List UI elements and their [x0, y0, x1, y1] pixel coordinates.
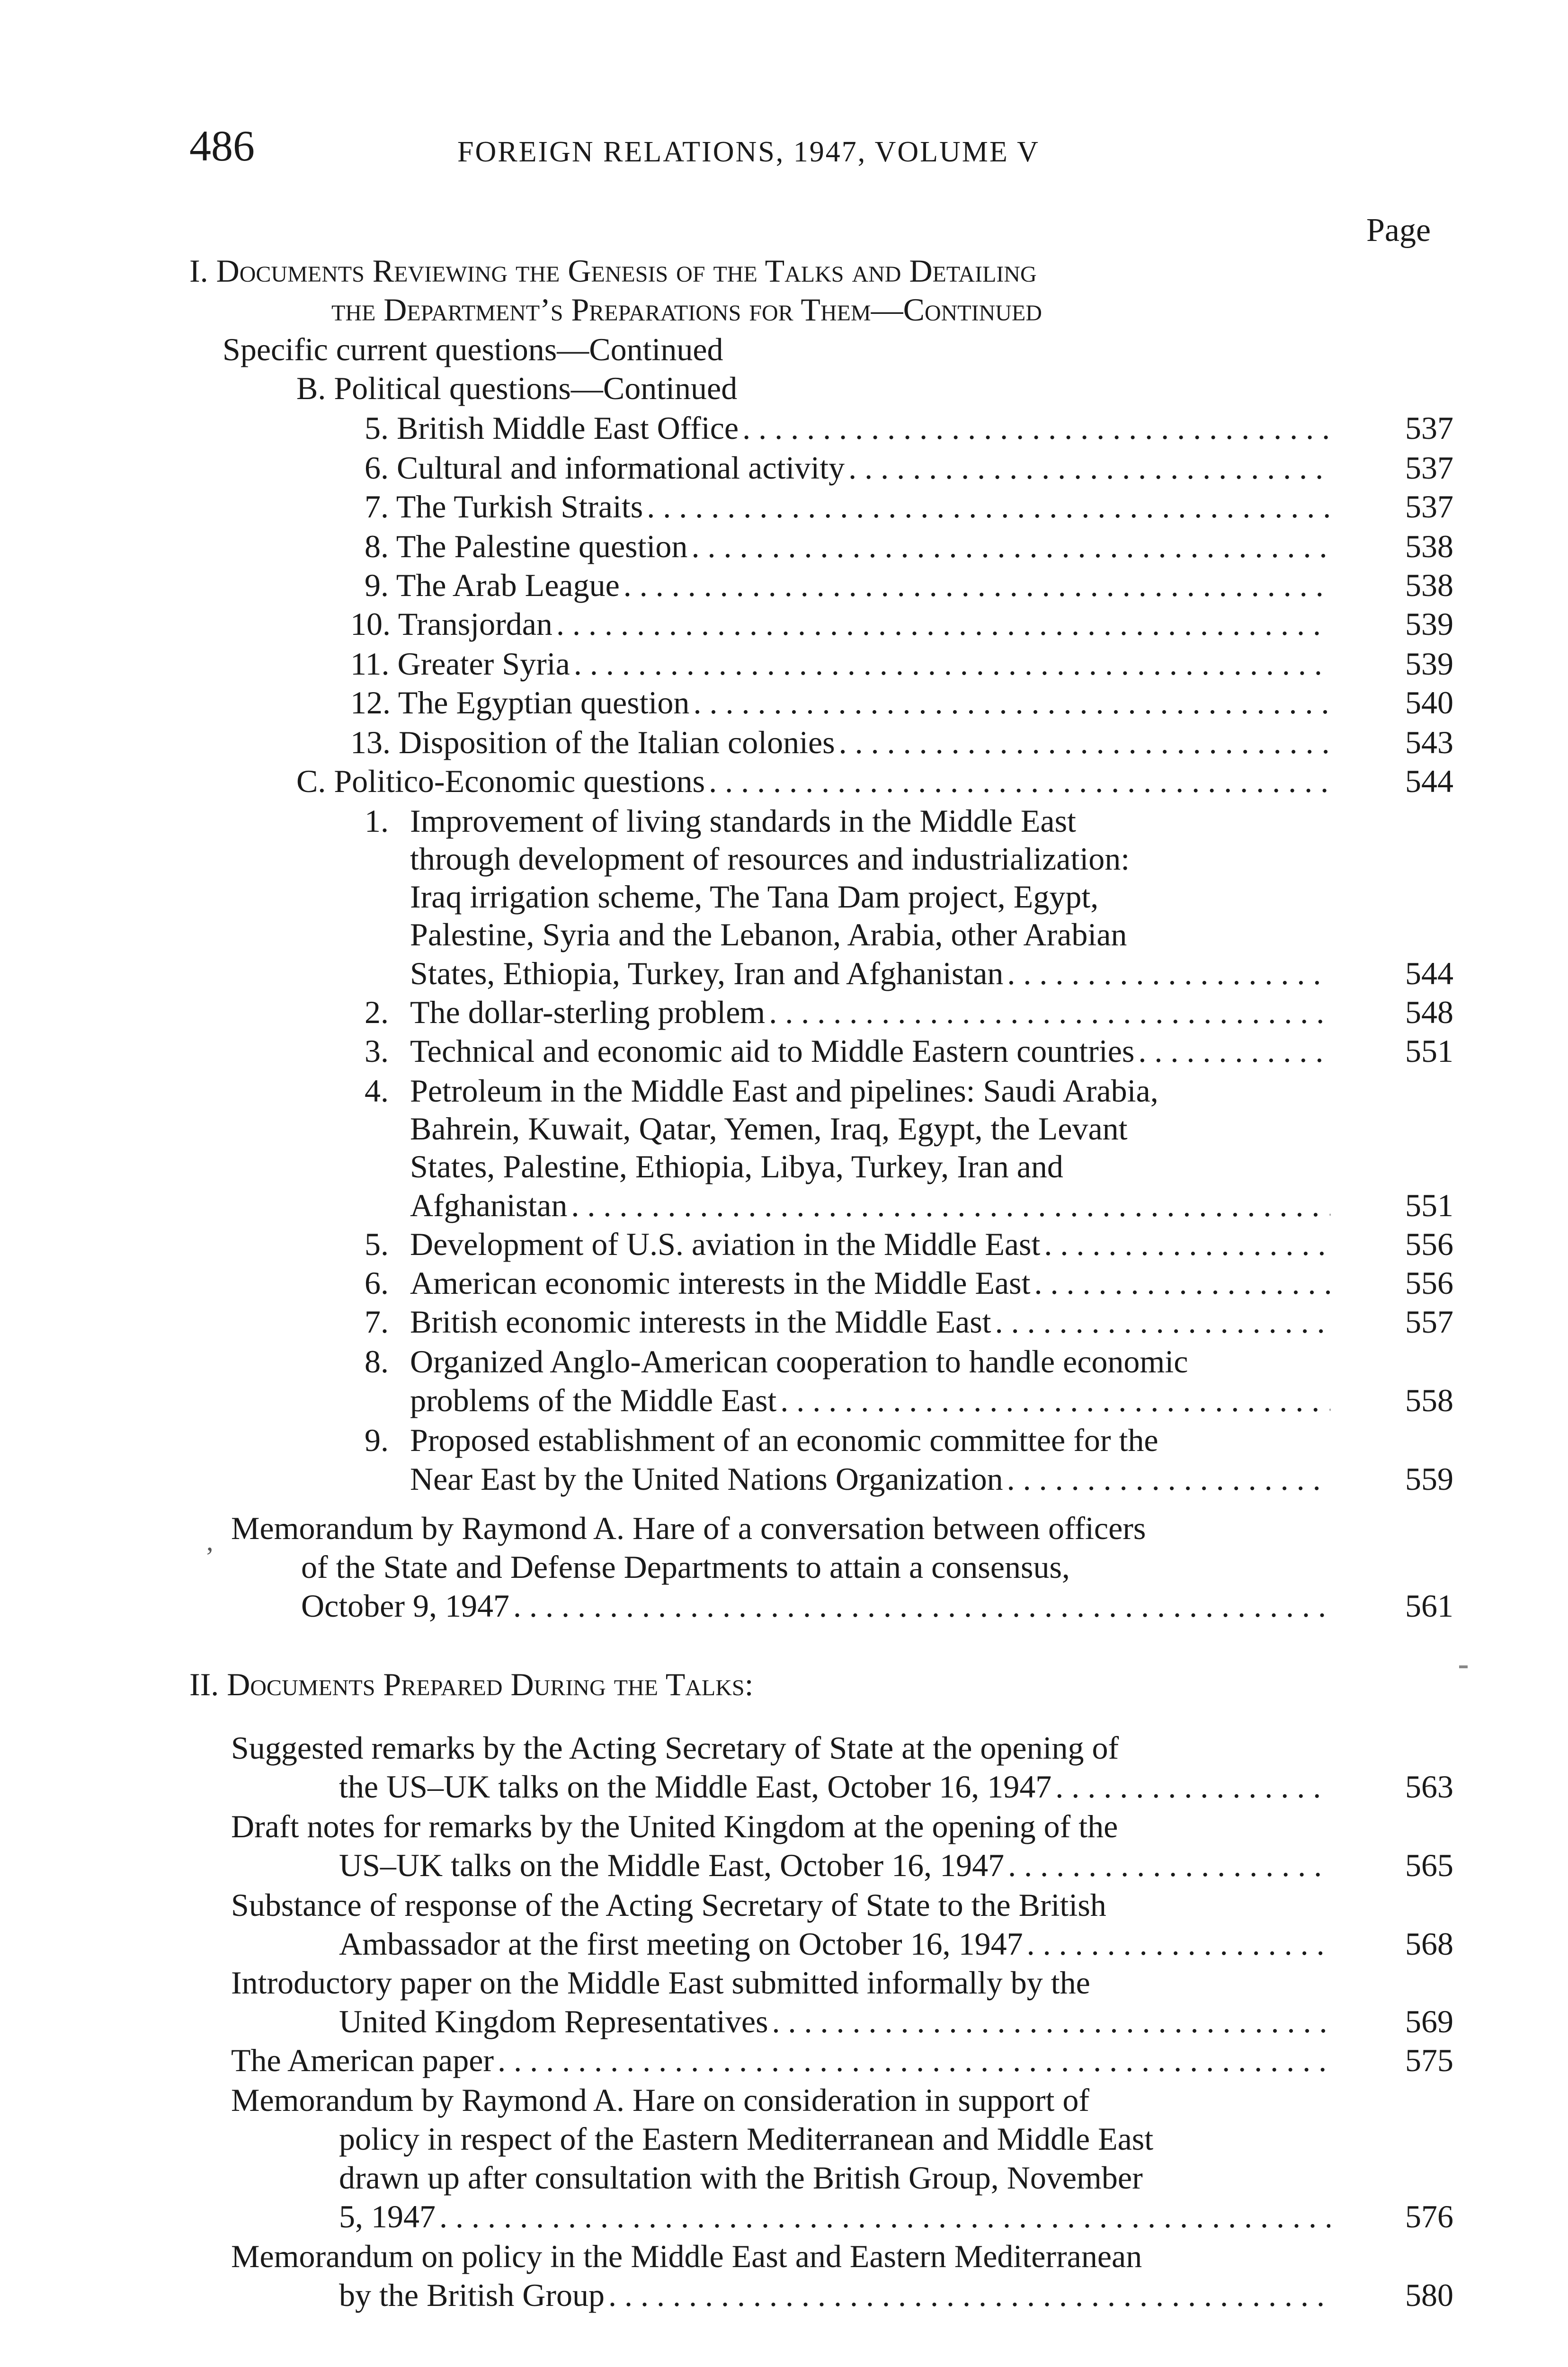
dot-leader	[1008, 1845, 1330, 1885]
toc-entry-line: Introductory paper on the Middle East submitted informally by the	[231, 1965, 1090, 2001]
toc-page-number: 565	[1405, 1847, 1453, 1883]
dot-leader	[571, 1185, 1330, 1225]
toc-entry	[231, 2040, 1335, 2080]
dot-leader	[709, 761, 1330, 801]
toc-entry-text: by the British Group	[339, 2277, 605, 2313]
toc-entry-text: States, Ethiopia, Turkey, Iran and Afghanistan	[410, 955, 1004, 991]
toc-page-number: 563	[1405, 1769, 1453, 1805]
toc-entry	[365, 526, 1335, 566]
toc-entry	[339, 1767, 1335, 1806]
dot-leader	[513, 1586, 1330, 1626]
toc-entry-text: 7. The Turkish Straits	[365, 489, 643, 525]
toc-entry	[410, 1263, 1335, 1303]
toc-entry	[339, 2275, 1335, 2315]
toc-entry	[365, 487, 1335, 526]
toc-page-number: 556	[1405, 1226, 1453, 1262]
toc-page-number: 580	[1405, 2277, 1453, 2313]
toc-entry-text: 13. Disposition of the Italian colonies	[350, 724, 835, 760]
toc-entry	[410, 992, 1335, 1032]
toc-entry-text: 10. Transjordan	[350, 606, 552, 642]
toc-entry	[365, 448, 1335, 488]
dot-leader	[556, 604, 1330, 644]
subheading: Specific current questions—Continued	[223, 331, 723, 367]
dot-leader	[1007, 1459, 1330, 1499]
item-number: 4.	[365, 1073, 389, 1109]
item-number: 7.	[365, 1304, 389, 1340]
dot-leader	[647, 487, 1330, 526]
toc-entry	[339, 2197, 1335, 2236]
toc-entry	[410, 1380, 1335, 1420]
toc-entry	[410, 1185, 1335, 1225]
toc-entry-text: 12. The Egyptian question	[350, 685, 690, 721]
toc-entry-line: Substance of response of the Acting Secretary of State to the British	[231, 1887, 1106, 1923]
dot-leader	[693, 683, 1330, 722]
toc-entry-text: 11. Greater Syria	[350, 646, 570, 682]
toc-entry	[339, 2002, 1335, 2041]
toc-page-number: 558	[1405, 1382, 1453, 1418]
toc-entry-text: Afghanistan	[410, 1187, 568, 1223]
toc-page-number: 539	[1405, 646, 1453, 682]
item-number: 6.	[365, 1265, 389, 1301]
toc-page-number: 540	[1405, 685, 1453, 721]
toc-entry-text: 5, 1947	[339, 2198, 436, 2234]
toc-entry-text: British economic interests in the Middle East	[410, 1304, 991, 1340]
toc-entry	[410, 953, 1335, 993]
toc-entry-line: drawn up after consultation with the British Group, November	[339, 2160, 1143, 2196]
toc-entry-line: Bahrein, Kuwait, Qatar, Yemen, Iraq, Egypt, the Levant	[410, 1111, 1128, 1147]
toc-page-number: 556	[1405, 1265, 1453, 1301]
toc-entry-line: Organized Anglo-American cooperation to handle economic	[410, 1344, 1188, 1379]
toc-entry-line: States, Palestine, Ethiopia, Libya, Turkey, Iran and	[410, 1148, 1063, 1184]
toc-entry	[365, 408, 1335, 448]
page-column-label: Page	[1366, 212, 1431, 249]
dot-leader	[772, 2002, 1330, 2041]
toc-entry	[350, 604, 1335, 644]
group-b-heading: B. Political questions—Continued	[296, 370, 738, 406]
toc-entry-line: Draft notes for remarks by the United Kingdom at the opening of the	[231, 1808, 1118, 1844]
toc-entry-text: Technical and economic aid to Middle Eastern countries	[410, 1033, 1135, 1069]
toc-page-number: 539	[1405, 606, 1453, 642]
toc-page-number: 548	[1405, 994, 1453, 1030]
toc-entry-line: Palestine, Syria and the Lebanon, Arabia, other Arabian	[410, 917, 1127, 952]
toc-page-number: 537	[1405, 450, 1453, 486]
toc-entry	[410, 1302, 1335, 1342]
toc-entry	[410, 1031, 1335, 1071]
toc-page-number: 559	[1405, 1461, 1453, 1497]
toc-page-number: 576	[1405, 2198, 1453, 2234]
toc-entry-line: of the State and Defense Departments to attain a consensus,	[301, 1549, 1070, 1585]
item-number: 8.	[365, 1344, 389, 1379]
toc-entry-line: through development of resources and industrialization:	[410, 841, 1130, 877]
toc-page-number: 551	[1405, 1187, 1453, 1223]
toc-entry	[365, 565, 1335, 605]
toc-entry-text: Development of U.S. aviation in the Middle East	[410, 1226, 1041, 1262]
section-1-heading-line-1: I. Documents Reviewing the Genesis of the Talks and Detailing	[189, 253, 1037, 289]
toc-entry	[350, 683, 1335, 722]
toc-entry-line: Petroleum in the Middle East and pipelines: Saudi Arabia,	[410, 1073, 1158, 1109]
toc-page-number: 537	[1405, 489, 1453, 525]
toc-entry	[301, 1586, 1335, 1626]
toc-entry-text: October 9, 1947	[301, 1588, 510, 1624]
dot-leader	[574, 644, 1330, 684]
dot-leader	[1007, 953, 1330, 993]
item-number: 3.	[365, 1033, 389, 1069]
toc-page-number: 561	[1405, 1588, 1453, 1624]
section-2-heading: II. Documents Prepared During the Talks:	[189, 1666, 754, 1702]
item-number: 1.	[365, 803, 389, 839]
toc-entry-text: US–UK talks on the Middle East, October 16, 1947	[339, 1847, 1005, 1883]
toc-entry-text: 5. British Middle East Office	[365, 410, 739, 446]
dot-leader	[1027, 1924, 1330, 1964]
dot-leader	[780, 1380, 1330, 1420]
toc-entry-text: The American paper	[231, 2042, 494, 2078]
toc-entry	[410, 1459, 1335, 1499]
toc-entry-text: 8. The Palestine question	[365, 528, 688, 564]
toc-page-number: 538	[1405, 567, 1453, 603]
dot-leader	[1138, 1031, 1330, 1071]
item-number: 5.	[365, 1226, 389, 1262]
toc-entry-line: Proposed establishment of an economic committee for the	[410, 1422, 1158, 1458]
toc-page-number: 569	[1405, 2003, 1453, 2039]
dot-leader	[624, 565, 1330, 605]
toc-entry-text: problems of the Middle East	[410, 1382, 777, 1418]
toc-entry-text: 9. The Arab League	[365, 567, 620, 603]
toc-entry-line: Memorandum on policy in the Middle East and Eastern Mediterranean	[231, 2238, 1142, 2274]
toc-entry-text: C. Politico-Economic questions	[296, 763, 705, 799]
page-number: 486	[189, 122, 255, 170]
dot-leader	[742, 408, 1330, 448]
dot-leader	[848, 448, 1330, 488]
toc-entry	[350, 722, 1335, 762]
toc-entry-line: Improvement of living standards in the Middle East	[410, 803, 1076, 839]
section-1-heading-line-2: the Department’s Preparations for Them—Continued	[331, 292, 1042, 328]
toc-entry-text: 6. Cultural and informational activity	[365, 450, 845, 486]
toc-page-number: 543	[1405, 724, 1453, 760]
toc-entry-line: Suggested remarks by the Acting Secretary of State at the opening of	[231, 1730, 1119, 1766]
stray-mark: ,	[206, 1526, 214, 1557]
dot-leader	[1044, 1224, 1330, 1264]
toc-entry-text: Near East by the United Nations Organization	[410, 1461, 1003, 1497]
toc-page-number: 537	[1405, 410, 1453, 446]
toc-page-number: 557	[1405, 1304, 1453, 1340]
toc-entry-line: Iraq irrigation scheme, The Tana Dam project, Egypt,	[410, 879, 1099, 915]
toc-entry-line: Memorandum by Raymond A. Hare of a conversation between officers	[231, 1510, 1146, 1546]
toc-page-number: 568	[1405, 1926, 1453, 1962]
dot-leader	[439, 2197, 1330, 2236]
item-number: 9.	[365, 1422, 389, 1458]
toc-page-number: 551	[1405, 1033, 1453, 1069]
toc-entry-line: Memorandum by Raymond A. Hare on consideration in support of	[231, 2082, 1090, 2118]
dot-leader	[1034, 1263, 1331, 1303]
toc-entry-line: policy in respect of the Eastern Mediterranean and Middle East	[339, 2121, 1154, 2157]
toc-page-number: 538	[1405, 528, 1453, 564]
toc-entry-text: The dollar-sterling problem	[410, 994, 766, 1030]
toc-entry	[350, 644, 1335, 684]
toc-entry	[410, 1224, 1335, 1264]
item-number: 2.	[365, 994, 389, 1030]
toc-entry-text: the US–UK talks on the Middle East, October 16, 1947	[339, 1769, 1052, 1805]
toc-page-number: 544	[1405, 763, 1453, 799]
dot-leader	[691, 526, 1330, 566]
toc-page-number: 544	[1405, 955, 1453, 991]
dot-leader	[1055, 1767, 1330, 1806]
dot-leader	[839, 722, 1330, 762]
dot-leader	[608, 2275, 1330, 2315]
toc-entry-text: Ambassador at the first meeting on October 16, 1947	[339, 1926, 1023, 1962]
toc-entry-text: United Kingdom Representatives	[339, 2003, 768, 2039]
dot-leader	[769, 992, 1330, 1032]
dot-leader	[498, 2040, 1330, 2080]
running-title: FOREIGN RELATIONS, 1947, VOLUME V	[457, 136, 1040, 168]
toc-page-number: 575	[1405, 2042, 1453, 2078]
toc-entry	[339, 1924, 1335, 1964]
toc-entry-text: American economic interests in the Middle East	[410, 1265, 1031, 1301]
toc-entry	[339, 1845, 1335, 1885]
stray-mark	[1459, 1665, 1468, 1668]
group-c-heading	[296, 761, 1335, 801]
dot-leader	[995, 1302, 1330, 1342]
